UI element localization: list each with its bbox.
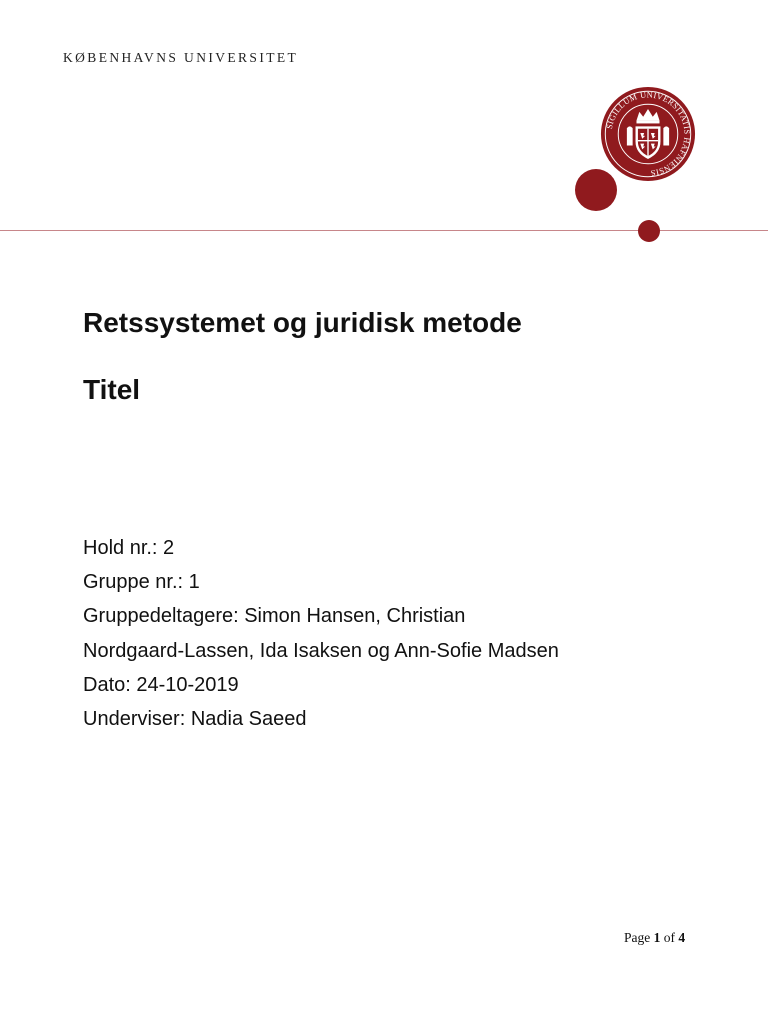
group-members-line-1: Gruppedeltagere: Simon Hansen, Christian [83,605,466,628]
svg-text:SIGILLUM UNIVERSITATIS HAFNIEN: SIGILLUM UNIVERSITATIS HAFNIENSIS [604,90,692,178]
date: Dato: 24-10-2019 [83,673,239,696]
current-page-number: 1 [653,930,661,945]
hold-number: Hold nr.: 2 [83,537,175,559]
document-title: Titel [83,374,141,405]
group-number: Gruppe nr.: 1 [83,571,200,594]
university-name: KØBENHAVNS UNIVERSITET [63,50,299,65]
decorative-small-dot [638,220,660,242]
total-pages-number: 4 [678,930,686,945]
course-title: Retssystemet og juridisk metode [83,307,522,338]
of-word: of [663,930,675,945]
page-word: Page [624,930,651,945]
page-counter [624,930,685,946]
group-members-line-2: Nordgaard-Lassen, Ida Isaksen og Ann-Sofie Madsen [83,639,559,662]
university-seal-icon [600,86,696,182]
decorative-large-dot [575,169,617,211]
assignment-info [83,531,703,736]
instructor: Underviser: Nadia Saeed [83,708,307,731]
